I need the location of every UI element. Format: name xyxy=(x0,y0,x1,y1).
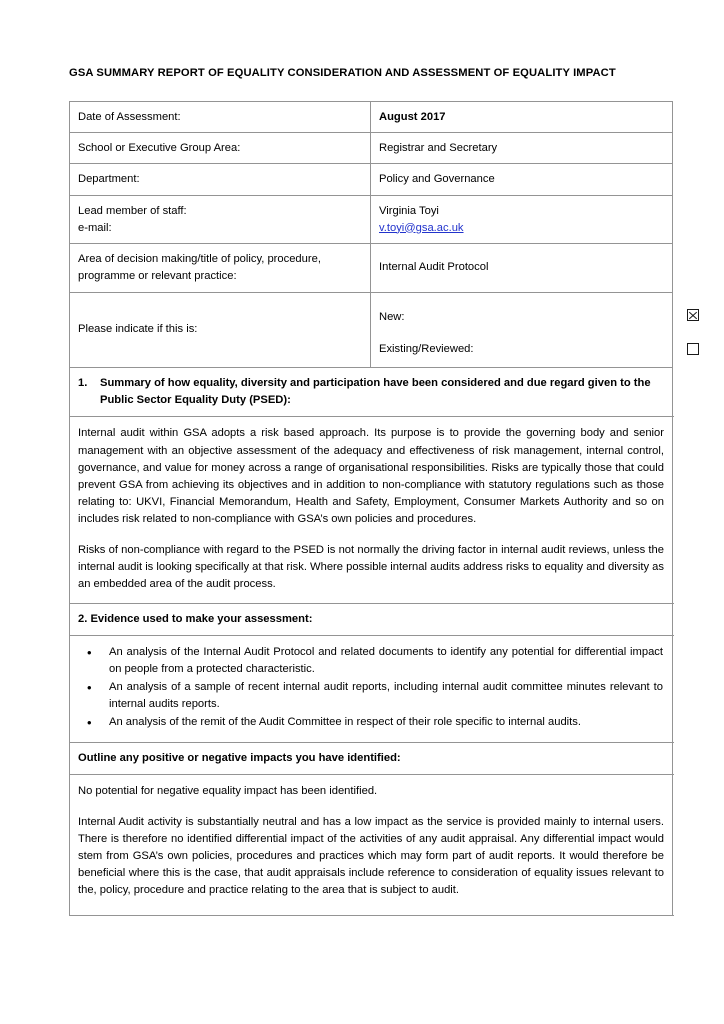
value-lead-member-of-staff xyxy=(371,196,672,244)
label-department: Department: xyxy=(78,173,140,186)
body-bottom-spacer xyxy=(78,899,664,905)
section-1-heading xyxy=(70,368,672,417)
section-1-heading-text: Summary of how equality, diversity and participation have been considered and due regard given to the Public Sector Equality Duty (PSED): xyxy=(100,376,651,406)
page-title: GSA SUMMARY REPORT OF EQUALITY CONSIDERATION AND ASSESSMENT OF EQUALITY IMPACT xyxy=(69,67,616,79)
staff-email-link[interactable]: v.toyi@gsa.ac.uk xyxy=(379,221,464,234)
table-row-section-2-body xyxy=(70,635,673,742)
table-row-lead-member-of-staff xyxy=(70,195,673,244)
section-1-paragraph-1: Internal audit within GSA adopts a risk based approach. Its purpose is to provide the governing body and senior management with an objective assessment of the adequacy and effectiveness of risk management, internal control, governance, and value for money across a range of organisational responsibilities. Risks are typically those that could prevent GSA from achieving its objectives and in addition to non-compliance with statutory regulations such as those relating to: UKVI, Financial Memorandum, Health and Safety, Employment, Consumer Markets Authority and so on includes risk related to non-compliance with GSA’s own policies and procedures. xyxy=(78,427,664,525)
section-3-heading-cell xyxy=(70,742,673,774)
section-2-heading: 2. Evidence used to make your assessment: xyxy=(78,612,313,625)
value-school-or-executive-group-area: Registrar and Secretary xyxy=(379,142,498,155)
label-option-new: New: xyxy=(379,311,405,324)
row-value-cell xyxy=(371,164,673,195)
row-label-cell xyxy=(70,102,371,133)
row-value-cell xyxy=(371,244,673,293)
indicate-options-cell xyxy=(371,292,673,367)
section-1-number: 1. xyxy=(78,376,88,389)
label-option-existing-reviewed: Existing/Reviewed: xyxy=(379,343,474,356)
list-item: • An analysis of a sample of recent internal audit reports, including internal audit committee minutes relevant to internal audits reports. xyxy=(78,679,663,713)
label-lead-member-of-staff xyxy=(70,196,370,244)
value-date-of-assessment: August 2017 xyxy=(379,111,446,123)
list-item: • An analysis of the Internal Audit Protocol and related documents to identify any potential for differential impact on people from a protected characteristic. xyxy=(78,644,663,678)
row-value-cell xyxy=(371,133,673,164)
table-row-section-1-body xyxy=(70,417,673,603)
section-2-body-cell xyxy=(70,635,673,742)
label-area-of-decision-making xyxy=(70,244,370,292)
checkbox-existing-reviewed[interactable] xyxy=(687,343,699,355)
value-department: Policy and Governance xyxy=(379,173,495,186)
table-row-section-2-heading xyxy=(70,603,673,635)
row-label-cell xyxy=(70,164,371,195)
table-row-school-or-executive-group-area xyxy=(70,133,673,164)
section-1-paragraph-2: Risks of non-compliance with regard to the PSED is not normally the driving factor in internal audit reviews, unless the internal audit is looking specifically at that risk. Where possible internal audits address risks to equality and diversity as an embedded area of the audit process. xyxy=(78,543,664,590)
label-email: e-mail: xyxy=(78,221,112,234)
staff-name: Virginia Toyi xyxy=(379,204,439,217)
row-value-cell xyxy=(371,102,673,133)
table-row-section-3-body xyxy=(70,775,673,916)
label-school-or-executive-group-area: School or Executive Group Area: xyxy=(78,142,241,155)
indicate-label-cell xyxy=(70,292,371,367)
section-3-heading: Outline any positive or negative impacts you have identified: xyxy=(78,751,401,764)
label-please-indicate: Please indicate if this is: xyxy=(78,323,198,336)
section-3-paragraph-1: No potential for negative equality impact has been identified. xyxy=(78,785,378,798)
table-row-section-3-heading xyxy=(70,742,673,774)
section-3-body-cell xyxy=(70,775,673,916)
table-row-area-of-decision-making xyxy=(70,244,673,293)
section-1-heading-cell xyxy=(70,367,673,417)
table-row-please-indicate xyxy=(70,292,673,367)
section-1-body xyxy=(70,417,672,602)
checkbox-existing-reviewed-wrapper[interactable] xyxy=(673,324,687,358)
section-3-body xyxy=(70,775,672,915)
checkbox-new[interactable] xyxy=(687,309,699,321)
table-row-department xyxy=(70,164,673,195)
row-label-cell xyxy=(70,133,371,164)
section-1-body-cell xyxy=(70,417,673,603)
label-lead-member-of-staff-line1: Lead member of staff: xyxy=(78,204,187,217)
label-date-of-assessment: Date of Assessment: xyxy=(78,111,181,123)
table-row-date-of-assessment xyxy=(70,102,673,133)
evidence-bullet-list xyxy=(70,636,672,742)
checkbox-new-wrapper[interactable] xyxy=(673,301,687,324)
section-2-heading-cell xyxy=(70,603,673,635)
row-value-cell xyxy=(371,195,673,244)
label-area-line1: Area of decision making/title of policy, procedure, xyxy=(78,253,321,266)
label-area-line2: programme or relevant practice: xyxy=(78,270,237,283)
list-item: • An analysis of the remit of the Audit Committee in respect of their role specific to internal audits. xyxy=(78,714,663,731)
section-3-paragraph-2: Internal Audit activity is substantially neutral and has a low impact as the service is provided mainly to internal users. There is therefore no identified differential impact of the activities of any audit appraisal. Any differential impact would stem from GSA’s own policies, procedures and practices which may form part of audit reports. It would therefore be beneficial where this is the case, that audit appraisals include reference to consideration of equality issues relevant to the, policy, procedure and practice relating to the area that is subject to audit. xyxy=(78,816,664,897)
equality-assessment-form xyxy=(69,101,673,916)
row-label-cell xyxy=(70,195,371,244)
value-area-of-decision-making: Internal Audit Protocol xyxy=(379,261,489,274)
row-label-cell xyxy=(70,244,371,293)
table-row-section-1-heading xyxy=(70,367,673,417)
